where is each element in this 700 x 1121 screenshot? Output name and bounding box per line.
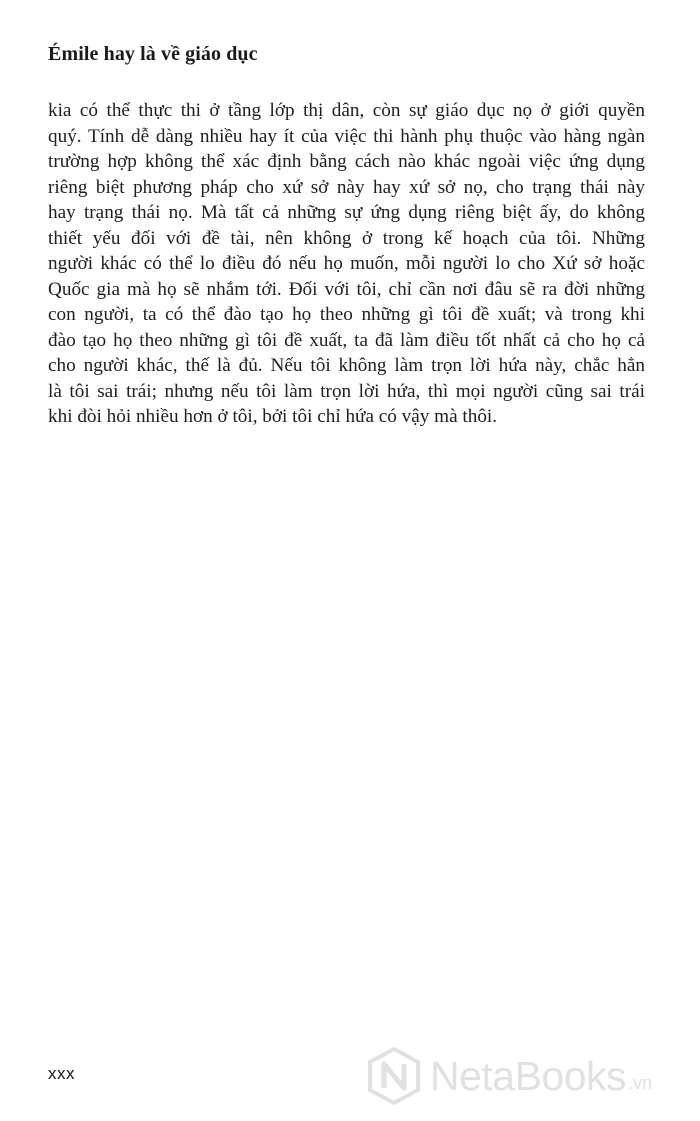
watermark-suffix: .vn bbox=[628, 1072, 653, 1093]
text-line: cho người khác, thế là đủ. Nếu tôi không làm trọn lời hứa này, chắc hẳn bbox=[48, 355, 645, 376]
netabooks-n-hexagon-icon bbox=[366, 1046, 422, 1106]
text-line: quý. Tính dễ dàng nhiều hay ít của việc thi hành phụ thuộc vào hàng ngàn bbox=[48, 125, 645, 147]
text-line: riêng biệt phương pháp cho xứ sở này hay xứ sở nọ, cho trạng thái này bbox=[48, 176, 645, 198]
page-number: xxx bbox=[48, 1064, 75, 1083]
text-line: khi đòi hỏi nhiều hơn ở tôi, bởi tôi chỉ hứa có vậy mà thôi. bbox=[48, 406, 498, 427]
text-line: đào tạo họ theo những gì tôi đề xuất, ta đã làm điều tốt nhất cả cho họ cả bbox=[48, 329, 645, 351]
text-line: là tôi sai trái; nhưng nếu tôi làm trọn lời hứa, thì mọi người cũng sai trái bbox=[48, 380, 645, 402]
text-line: trường hợp không thể xác định bằng cách nào khác ngoài việc ứng dụng bbox=[48, 151, 645, 172]
text-line: kia có thể thực thi ở tầng lớp thị dân, còn sự giáo dục nọ ở giới quyền bbox=[48, 100, 645, 121]
text-line: thiết yếu đối với đề tài, nên không ở trong kế hoạch của tôi. Những bbox=[48, 227, 645, 249]
text-line: Quốc gia mà họ sẽ nhắm tới. Đối với tôi, chỉ cần nơi đâu sẽ ra đời những bbox=[48, 278, 645, 300]
running-header: Émile hay là về giáo dục bbox=[48, 43, 258, 65]
watermark-brand: NetaBooks bbox=[430, 1052, 627, 1099]
text-line: hay trạng thái nọ. Mà tất cả những sự ứng dụng riêng biệt ấy, do không bbox=[48, 202, 645, 223]
watermark bbox=[366, 1044, 652, 1108]
body-paragraph bbox=[48, 98, 645, 430]
text-line: con người, ta có thể đào tạo họ theo những gì tôi đề xuất; và trong khi bbox=[48, 304, 645, 325]
text-line: người khác có thể lo điều đó nếu họ muốn, mỗi người lo cho Xứ sở hoặc bbox=[48, 253, 645, 274]
